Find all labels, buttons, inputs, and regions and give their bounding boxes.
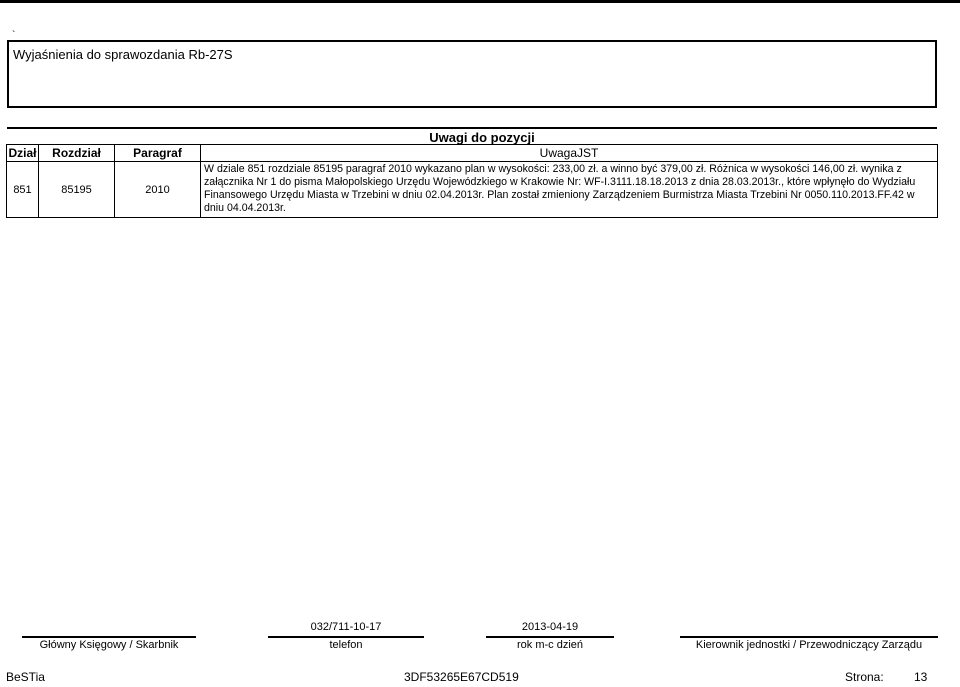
remarks-table	[6, 144, 938, 218]
section-title	[7, 127, 937, 144]
footer-page-label: Strona:	[845, 670, 884, 684]
signature-line-kierownik	[680, 636, 938, 638]
cell-dzial: 851	[7, 162, 39, 218]
page-title: Wyjaśnienia do sprawozdania Rb-27S	[13, 47, 233, 62]
header-box	[7, 40, 937, 108]
footer-document-code: 3DF53265E67CD519	[404, 670, 519, 684]
table-header-row	[7, 145, 938, 162]
column-header-paragraf: Paragraf	[115, 145, 201, 162]
footer-app-name: BeSTia	[6, 670, 45, 684]
signature-line-glowny-ksiegowy	[22, 636, 196, 638]
cell-paragraf: 2010	[115, 162, 201, 218]
footer-page-number: 13	[914, 670, 928, 684]
column-header-dzial: Dział	[8, 146, 37, 160]
top-rule	[0, 0, 960, 3]
signature-value-telefon: 032/711-10-17	[310, 621, 382, 633]
section-title-text: Uwagi do pozycji	[429, 130, 535, 145]
column-header-rozdzial: Rozdział	[39, 145, 115, 162]
signature-label-telefon: telefon	[329, 639, 363, 651]
column-header-uwaga: UwagaJST	[201, 145, 938, 162]
signature-value-data: 2013-04-19	[521, 621, 579, 633]
signature-line-data	[486, 636, 614, 638]
cell-rozdzial: 85195	[39, 162, 115, 218]
page-mark: `	[12, 30, 16, 41]
signature-line-telefon	[268, 636, 424, 638]
cell-uwaga: W dziale 851 rozdziale 85195 paragraf 2010 wykazano plan w wysokości: 233,00 zł. a winno być 379,00 zł. Różnica w wysokości 146,00 zł. wynika z załącznika Nr 1 do pisma Małopolskiego Urzędu Wojewódzkiego w Krakowie Nr: WF-I.3111.18.18.2013 z dnia 28.03.2013r., które wpłynęło do Wydziału Finansowego Urzędu Miasta w Trzebini w dniu 02.04.2013r. Plan został zmieniony Zarządzeniem Burmistrza Miasta Trzebini Nr 0050.110.2013.FF.42 w dniu 04.04.2013r.	[201, 162, 938, 218]
signature-label-glowny-ksiegowy: Główny Księgowy / Skarbnik	[39, 639, 179, 651]
signature-label-kierownik: Kierownik jednostki / Przewodniczący Zarządu	[695, 639, 923, 651]
table-row	[7, 162, 938, 218]
signature-label-data: rok m-c dzień	[516, 639, 584, 651]
